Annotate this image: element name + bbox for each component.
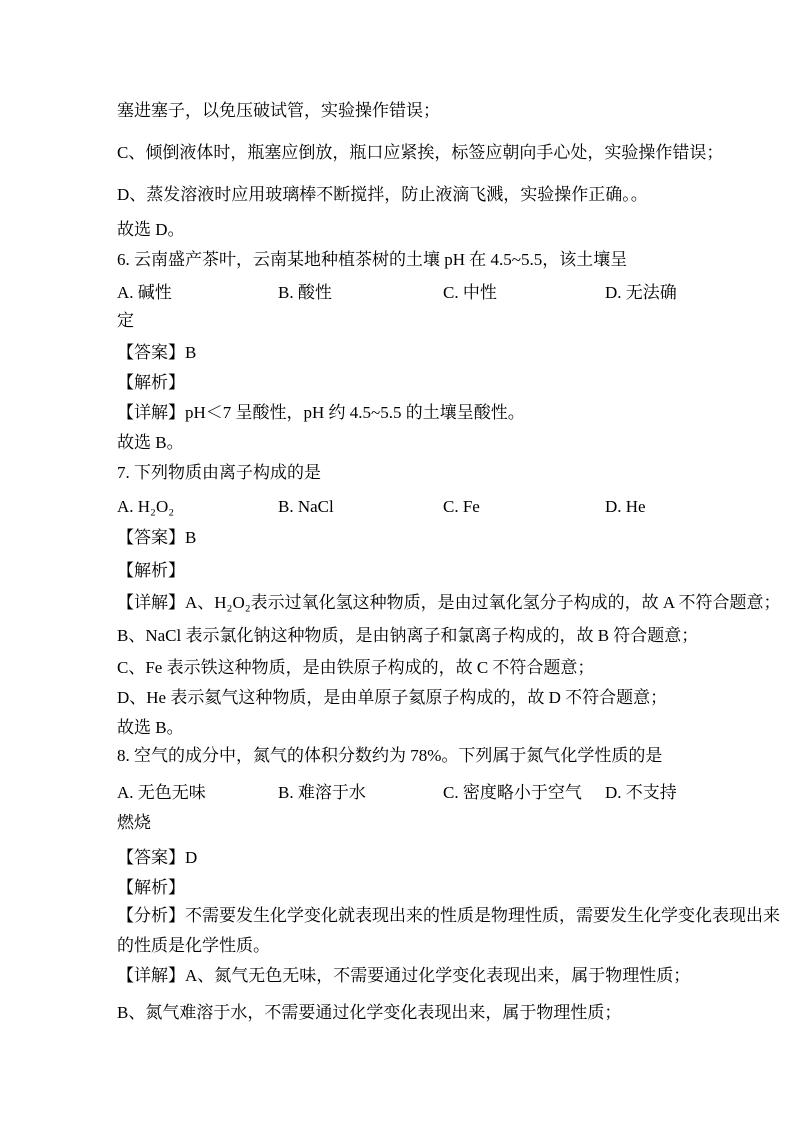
q6-conclusion: 故选 B。 (117, 433, 184, 452)
q8-analysis-label: 【解析】 (117, 878, 185, 897)
q6-option-d: D. 无法确 (605, 283, 677, 302)
q7-stem: 7. 下列物质由离子构成的是 (117, 463, 321, 482)
q8-analysis-note-line2: 的性质是化学性质。 (117, 936, 270, 955)
q7-option-a: A. H₂O₂ (117, 497, 175, 516)
q6-option-a: A. 碱性 (117, 283, 172, 302)
q7-detail-c: C、Fe 表示铁这种物质，是由铁原子构成的，故 C 不符合题意； (117, 658, 595, 677)
q6-answer: 【答案】B (117, 343, 197, 362)
q7-option-b: B. NaCl (278, 497, 334, 516)
q8-detail-b: B、氮气难溶于水，不需要通过化学变化表现出来，属于物理性质； (117, 1003, 622, 1022)
q8-option-a: A. 无色无味 (117, 783, 206, 802)
q7-options-row (117, 497, 717, 517)
q7-conclusion: 故选 B。 (117, 718, 184, 737)
q6-option-d-continuation: 定 (117, 311, 134, 330)
q8-detail-a: 【详解】A、氮气无色无味，不需要通过化学变化表现出来，属于物理性质； (117, 966, 691, 985)
q5-explanation-wrap-line: 塞进塞子，以免压破试管，实验操作错误； (117, 101, 440, 120)
q8-options-row (117, 783, 717, 803)
q7-detail-d: D、He 表示氦气这种物质，是由单原子氦原子构成的，故 D 不符合题意； (117, 688, 668, 707)
q6-detail: 【详解】pH＜7 呈酸性，pH 约 4.5~5.5 的土壤呈酸性。 (117, 403, 525, 422)
q8-option-d-continuation: 燃烧 (117, 813, 151, 832)
q7-answer: 【答案】B (117, 528, 197, 547)
q7-analysis-label: 【解析】 (117, 561, 185, 580)
q6-options-row (117, 283, 717, 303)
q6-option-c: C. 中性 (443, 283, 497, 302)
q7-option-c: C. Fe (443, 497, 480, 516)
q5-explanation-option-c: C、倾倒液体时，瓶塞应倒放，瓶口应紧挨，标签应朝向手心处，实验操作错误； (117, 143, 724, 162)
q7-detail-b: B、NaCl 表示氯化钠这种物质，是由钠离子和氯离子构成的，故 B 符合题意； (117, 626, 699, 645)
q5-explanation-option-d: D、蒸发溶液时应用玻璃棒不断搅拌，防止液滴飞溅，实验操作正确。。 (117, 185, 648, 204)
q6-stem: 6. 云南盛产茶叶，云南某地种植茶树的土壤 pH 在 4.5~5.5，该土壤呈 (117, 250, 628, 269)
q8-option-c: C. 密度略小于空气 (443, 783, 582, 802)
q7-detail-a: 【详解】A、H₂O₂表示过氧化氢这种物质，是由过氧化氢分子构成的，故 A 不符合题意； (117, 593, 781, 612)
q8-answer: 【答案】D (117, 848, 198, 867)
q8-stem: 8. 空气的成分中，氮气的体积分数约为 78%。下列属于氮气化学性质的是 (117, 746, 663, 765)
q8-analysis-note-line1: 【分析】不需要发生化学变化就表现出来的性质是物理性质，需要发生化学变化表现出来 (117, 906, 780, 925)
q6-option-b: B. 酸性 (278, 283, 332, 302)
q7-option-d: D. He (605, 497, 646, 516)
q5-conclusion: 故选 D。 (117, 220, 185, 239)
q8-option-d: D. 不支持 (605, 783, 677, 802)
q8-option-b: B. 难溶于水 (278, 783, 366, 802)
q6-analysis-label: 【解析】 (117, 373, 185, 392)
